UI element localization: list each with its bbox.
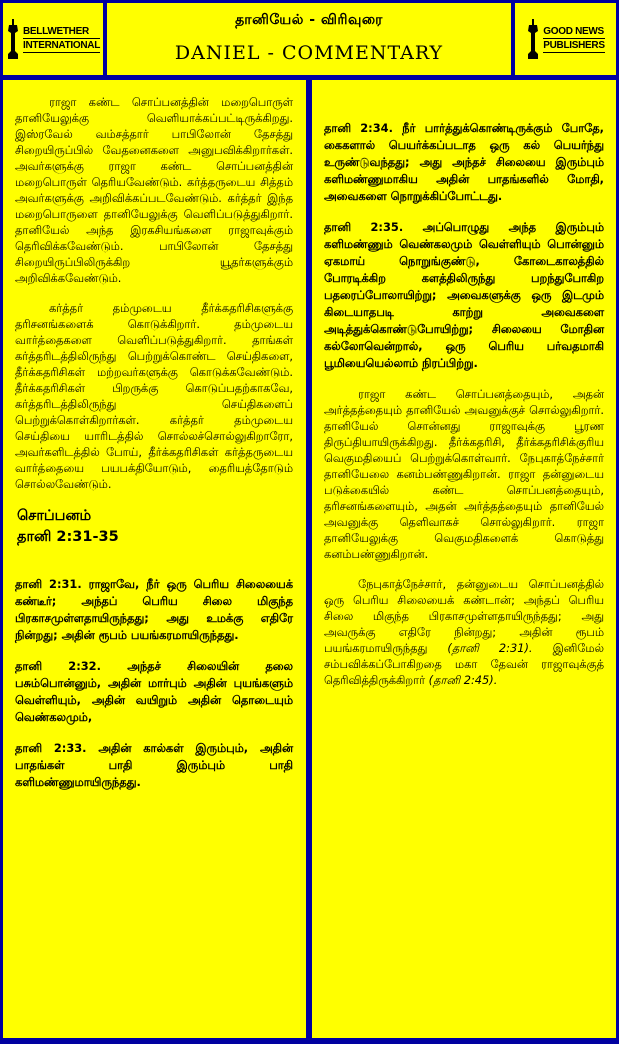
paragraph [324,576,604,688]
page-title-english: DANIEL - COMMENTARY [174,42,444,64]
paragraph-text: நேபுகாத்நேச்சார், தன்னுடைய சொப்பனத்தில் ஒரு பெரிய சிலையைக் கண்டான்; அந்தப் பெரிய சிலை மிகுந்த பிரகாசமுள்ளதாயிருந்தது; அது அவருக்கு எதிரே நின்றது; அதின் ரூபம் பயங்கரமாயிருந்தது [324,577,604,655]
logo-right-line2: PUBLISHERS [543,40,605,51]
paragraph: ராஜா கண்ட சொப்பனத்தையும், அதன் அர்த்தத்தையும் தானியேல் அவனுக்குச் சொல்லுகிறார். தானியேல் சொன்னது ராஜாவுக்கு பூரண திருப்தியாயிருக்கிறது. தீர்க்கதரிசி, தீர்க்கதரிசிக்குரிய வெகுமதியைப் பெற்றுக்கொள்வார். நேபுகாத்நேச்சார் தானியேலை கனம்பண்ணுகிறான். ராஜா தன்னுடைய படுக்கையில் கண்ட சொப்பனத்தையும், தரிசனங்களையும், அதன் அர்த்தத்தையும் தானியேல் அவனுக்கு தெளிவாகச் சொல்லுகிறார். ராஜா தானியேலுக்கு வெகுமதிகளைக் கொடுத்து கனம்பண்ணுகிறான். [324,387,604,561]
section-heading-title: சொப்பனம் [17,508,92,524]
section-heading-reference: தானி 2:31-35 [17,529,119,545]
paragraph: கர்த்தர் தம்முடைய தீர்க்கதரிசிகளுக்கு தரிசனங்களைக் கொடுக்கிறார். தம்முடைய வார்த்தைகளை வெளிப்படுத்துகிறார். தாங்கள் கர்த்தரிடத்திலிருந்து பெற்றுக்கொண்ட செய்திகளை, தீர்க்கதரிசிகள் மற்றவர்களுக்கு கொடுக்கவேண்டும். தீர்க்கதரிசிகள் பிறருக்கு கொடுப்பதற்காகவே, கர்த்தரிடத்திலிருந்து செய்திகளைப் பெற்றுக்கொள்கிறார்கள். கர்த்தர் தம்முடைய செய்தியை யாரிடத்தில் சொல்லச்சொல்லுகிறாரோ, அவர்களிடத்தில் போய், தீர்க்கதரிசிகள் கர்த்தருடைய வார்த்தையை பயபக்தியோடும், தைரியத்தோடும் சொல்லவேண்டும். [15,301,293,491]
section-heading [17,506,293,548]
paragraph-text: இனிமேல் சம்பவிக்கப்போகிறதை மகா தேவன் ராஜாவுக்குத் தெரிவித்திருக்கிறார் [324,641,605,687]
verse-reference: (தானி 2:45). [428,673,498,687]
verse-reference: (தானி 2:31). [447,641,533,655]
right-column [312,80,616,1038]
lamp-icon [526,19,540,59]
verse: தானி 2:31. ராஜாவே, நீர் ஒரு பெரிய சிலையைக் கண்டீர்; அந்தப் பெரிய சிலை மிகுந்த பிரகாசமுள்ளதாயிருந்தது; அது உமக்கு எதிரே நின்றது; அதின் ரூபம் பயங்கரமாயிருந்தது. [15,577,293,642]
title-box [107,3,511,75]
logo-right-line1: GOOD NEWS [543,26,604,37]
verse: தானி 2:34. நீர் பார்த்துக்கொண்டிருக்கும் போதே, கைகளால் பெயர்க்கப்படாத ஒரு கல் பெயர்ந்து உருண்டுவந்தது; அது அந்தச் சிலையை இரும்பும் களிமண்ணுமாகிய அதின் பாதங்களில் மோதி, அவைகளை நொறுக்கிப்போட்டது. [324,121,604,203]
bellwether-logo [3,3,103,75]
left-column [3,80,306,1038]
logo-left-line2: INTERNATIONAL [22,40,101,51]
verse: தானி 2:35. அப்பொழுது அந்த இரும்பும் களிமண்ணும் வெண்கலமும் வெள்ளியும் பொன்னும் ஏகமாய் நொறுங்குண்டு, கோடைகாலத்தில் போரடிக்கிற களத்திலிருந்து பறந்துபோகிற பதரைப்போலாயிற்று; அவைகளுக்கு ஒரு இடமும் கிடையாதபடி காற்று அவைகளை அடித்துக்கொண்டுபோயிற்று; சிலையை மோதின கல்லோவென்றால், ஒரு பெரிய பர்வதமாகி பூமியையெல்லாம் நிரப்பிற்று. [324,220,604,370]
good-news-logo [515,3,616,75]
paragraph: ராஜா கண்ட சொப்பனத்தின் மறைபொருள் தானியேலுக்கு வெளியாக்கப்பட்டிருக்கிறது. இஸ்ரவேல் வம்சத்தார் பாபிலோன் தேசத்து சிறையிருப்பில் வேதனைகளை அனுபவிக்கிறார்கள். அவர்களுக்கு ராஜா கண்ட சொப்பனத்தின் மறைபொருள் தெரியவேண்டும். கர்த்தருடைய சித்தம் அவர்களுக்கு அறிவிக்கப்படவேண்டும். கர்த்தர் இந்த மறைபொருளை தானியேலுக்கு வெளிப்படுத்துகிறார். தானியேல் அந்த இரகசியங்களை ராஜாவுக்கும் தெரிவிக்கவேண்டும். பாபிலோன் தேசத்து சிறையிருப்பிலிருக்கிற யூதர்களுக்கும் அறிவிக்கவேண்டும். [15,95,293,285]
logo-left-line1: BELLWETHER [23,25,100,39]
verse: தானி 2:32. அந்தச் சிலையின் தலை பசும்பொன்னும், அதின் மார்பும் அதின் புயங்களும் வெள்ளியும், அதின் வயிறும் அதின் தொடையும் வெண்கலமும், [15,659,293,724]
lamp-icon [6,19,20,59]
verse: தானி 2:33. அதின் கால்கள் இரும்பும், அதின் பாதங்கள் பாதி இரும்பும் பாதி களிமண்ணுமாயிருந்தது. [15,741,293,789]
header [0,0,619,80]
page-title-tamil: தானியேல் - விரிவுரை [235,12,383,28]
